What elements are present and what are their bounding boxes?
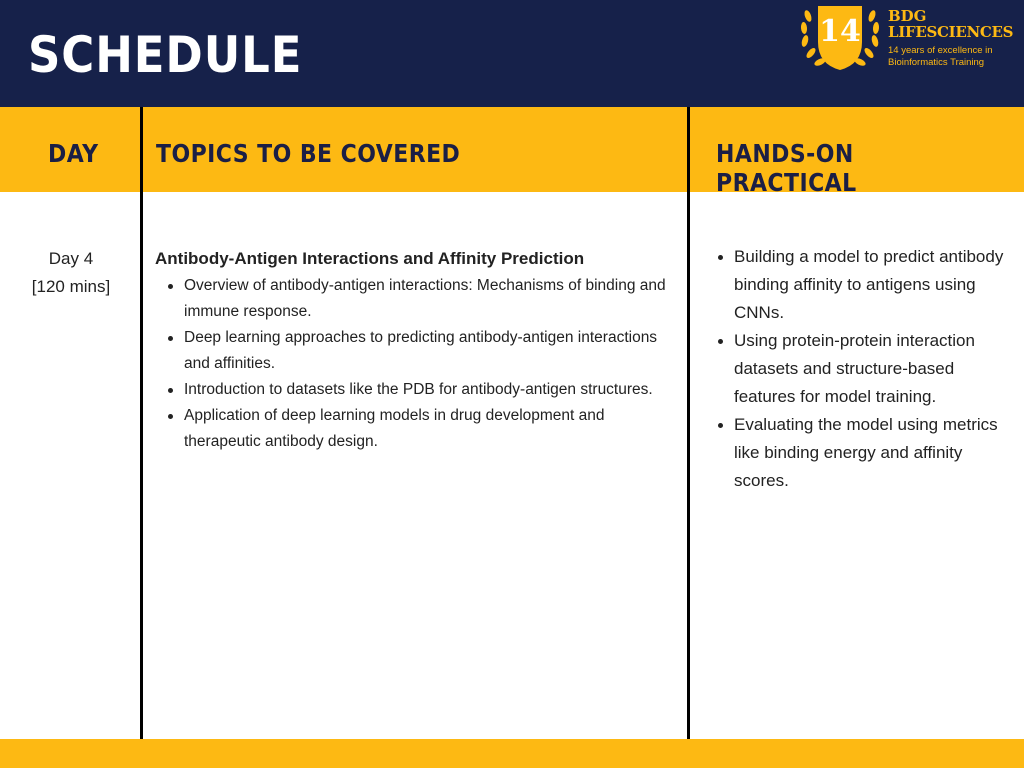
topic-list — [155, 273, 680, 455]
topic-item: Introduction to datasets like the PDB for antibody-antigen structures. — [184, 377, 680, 403]
logo-badge-number: 14 — [819, 14, 861, 49]
topics-cell — [155, 248, 680, 455]
column-heading-topics: TOPICS TO BE COVERED — [156, 139, 461, 168]
practical-item: Using protein-protein interaction datasets and structure-based features for model training. — [734, 327, 1004, 411]
logo-brand-line-2: LIFESCIENCES — [888, 23, 1014, 41]
footer-band — [0, 739, 1024, 768]
topic-item: Application of deep learning models in drug development and therapeutic antibody design. — [184, 403, 680, 455]
day-label: Day 4 — [48, 249, 94, 268]
logo-brand-line-1: BDG — [888, 7, 927, 25]
practical-list — [734, 243, 1004, 495]
column-divider-right — [687, 107, 690, 739]
topic-item: Deep learning approaches to predicting antibody-antigen interactions and affinities. — [184, 325, 680, 377]
topic-heading: Antibody-Antigen Interactions and Affinity Prediction — [155, 249, 585, 268]
header-band — [0, 0, 1024, 107]
logo-tagline: 14 years of excellence in Bioinformatics Training — [888, 45, 993, 68]
page-title: SCHEDULE — [28, 26, 303, 84]
column-heading-day: DAY — [48, 139, 99, 168]
practical-item: Evaluating the model using metrics like binding energy and affinity scores. — [734, 411, 1004, 495]
day-cell — [0, 245, 142, 301]
company-logo — [796, 2, 1022, 72]
topic-item: Overview of antibody-antigen interactions: Mechanisms of binding and immune response. — [184, 273, 680, 325]
day-duration: [120 mins] — [31, 277, 111, 296]
practical-item: Building a model to predict antibody binding affinity to antigens using CNNs. — [734, 243, 1004, 327]
column-heading-practical: HANDS-ON PRACTICAL — [716, 139, 857, 197]
column-divider-left — [140, 107, 143, 739]
